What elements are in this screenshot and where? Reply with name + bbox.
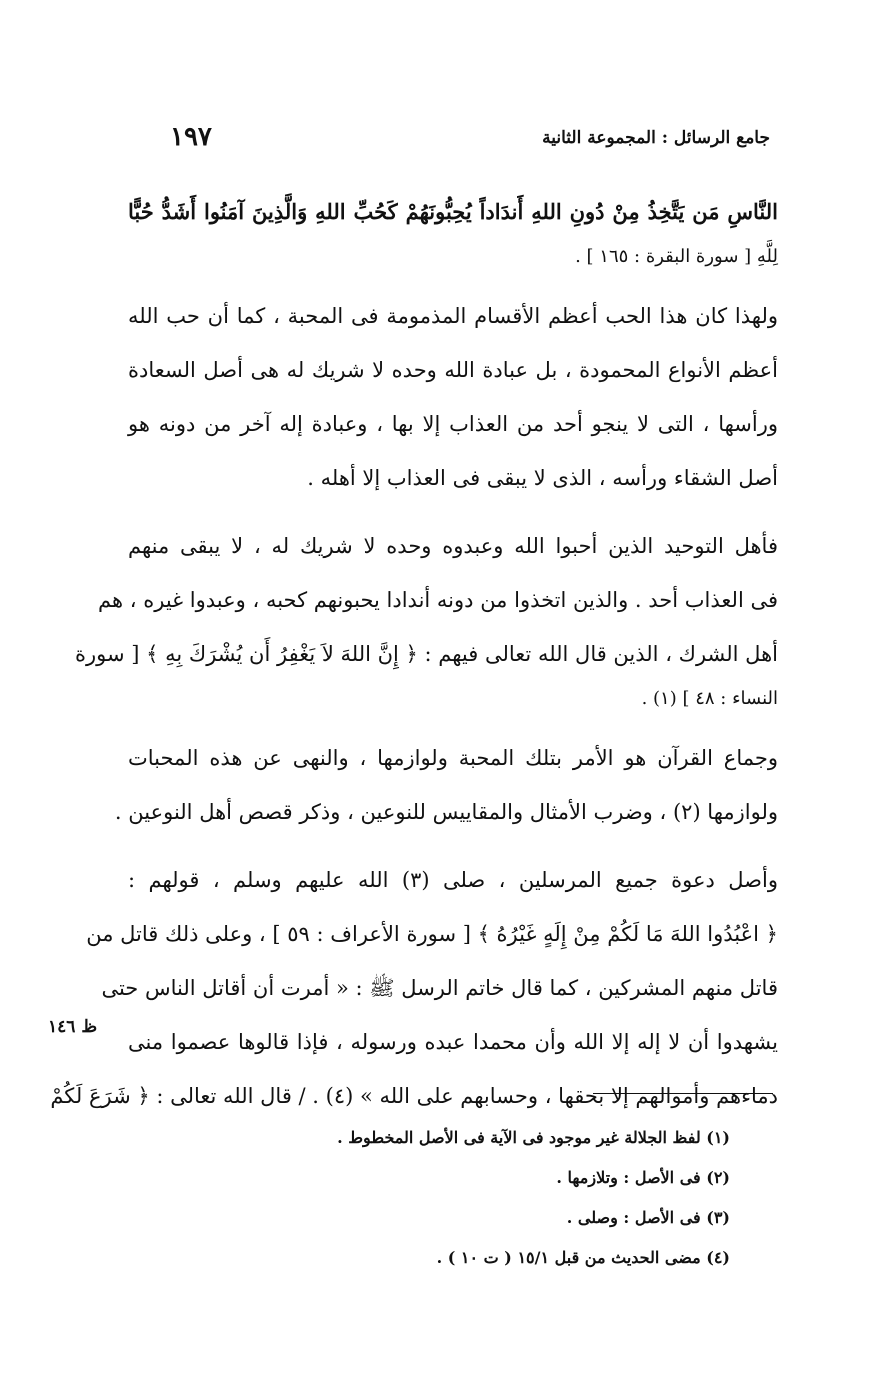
paragraph-line: قاتل منهم المشركين ، كما قال خاتم الرسل ﷺ : « أمرت أن أقاتل الناس حتى — [101, 976, 778, 1000]
paragraph-line: أهل الشرك ، الذين قال الله تعالى فيهم : ﴿ إِنَّ اللهَ لاَ يَغْفِرُ أَن يُشْرَكَ بِهِ ﴾ [ سورة — [75, 642, 778, 666]
paragraph-line: النساء : ٤٨ ] (١) . — [641, 688, 778, 709]
page-number: ١٩٧ — [170, 122, 212, 152]
footnotes — [130, 1118, 730, 1278]
quran-verse-line: النَّاسِ مَن يَتَّخِذُ مِنْ دُونِ اللهِ أَندَاداً يُحِبُّونَهُمْ كَحُبِّ اللهِ وَالَّذِينَ آمَنُوا أَشَدُّ حُبًّا — [128, 199, 778, 224]
paragraph-gap — [128, 275, 778, 289]
paragraph-gap — [128, 839, 778, 853]
paragraph-line: أصل الشقاء ورأسه ، الذى لا يبقى فى العذاب إلا أهله . — [307, 466, 778, 490]
paragraph-line: يشهدوا أن لا إله إلا الله وأن محمدا عبده ورسوله ، فإذا قالوها عصموا منى — [128, 1030, 778, 1054]
footnote-divider — [593, 1093, 773, 1094]
paragraph-line: ورأسها ، التى لا ينجو أحد من العذاب إلا بها ، وعبادة إله آخر من دونه هو — [128, 412, 778, 436]
paragraph-line: وأصل دعوة جميع المرسلين ، صلى (٣) الله عليهم وسلم ، قولهم : — [128, 868, 778, 892]
paragraph-line: فى العذاب أحد . والذين اتخذوا من دونه أندادا يحبونهم كحبه ، وعبدوا غيره ، هم — [98, 588, 778, 612]
paragraph-line: أعظم الأنواع المحمودة ، بل عبادة الله وحده لا شريك له هى أصل السعادة — [128, 358, 778, 382]
paragraph-line: ولوازمها (٢) ، وضرب الأمثال والمقاييس للنوعين ، وذكر قصص أهل النوعين . — [114, 800, 778, 824]
paragraph-gap — [128, 505, 778, 519]
paragraph-line: ﴿ اعْبُدُوا اللهَ مَا لَكُمْ مِنْ إِلَهٍ غَيْرُهُ ﴾ [ سورة الأعراف : ٥٩ ] ، وعلى ذلك قاتل من — [86, 922, 778, 946]
footnote: (٤) مضى الحديث من قبل ١٥/١ ( ت ١٠ ) . — [436, 1248, 730, 1267]
footnote: (٣) فى الأصل : وصلى . — [566, 1208, 730, 1227]
footnote: (١) لفظ الجلالة غير موجود فى الآية فى الأصل المخطوط . — [337, 1128, 730, 1147]
paragraph-line: وجماع القرآن هو الأمر بتلك المحبة ولوازمها ، والنهى عن هذه المحبات — [128, 746, 778, 770]
footnote: (٢) فى الأصل : وتلازمها . — [556, 1168, 730, 1187]
margin-manuscript-folio-note: ظ ١٤٦ — [48, 1017, 98, 1037]
paragraph-line: ولهذا كان هذا الحب أعظم الأقسام المذمومة فى المحبة ، كما أن حب الله — [128, 304, 778, 328]
page-header — [170, 122, 770, 162]
paragraph-line: دماءهم وأموالهم إلا بحقها ، وحسابهم على الله » (٤) . / قال الله تعالى : ﴿ شَرَعَ لَكُمْ — [50, 1084, 778, 1108]
running-title: جامع الرسائل : المجموعة الثانية — [542, 128, 770, 148]
paragraph-gap — [128, 717, 778, 731]
quran-verse-reference-line: لِلَّهِ [ سورة البقرة : ١٦٥ ] . — [575, 246, 778, 267]
paragraph-line: فأهل التوحيد الذين أحبوا الله وعبدوه وحده لا شريك له ، لا يبقى منهم — [128, 534, 778, 558]
